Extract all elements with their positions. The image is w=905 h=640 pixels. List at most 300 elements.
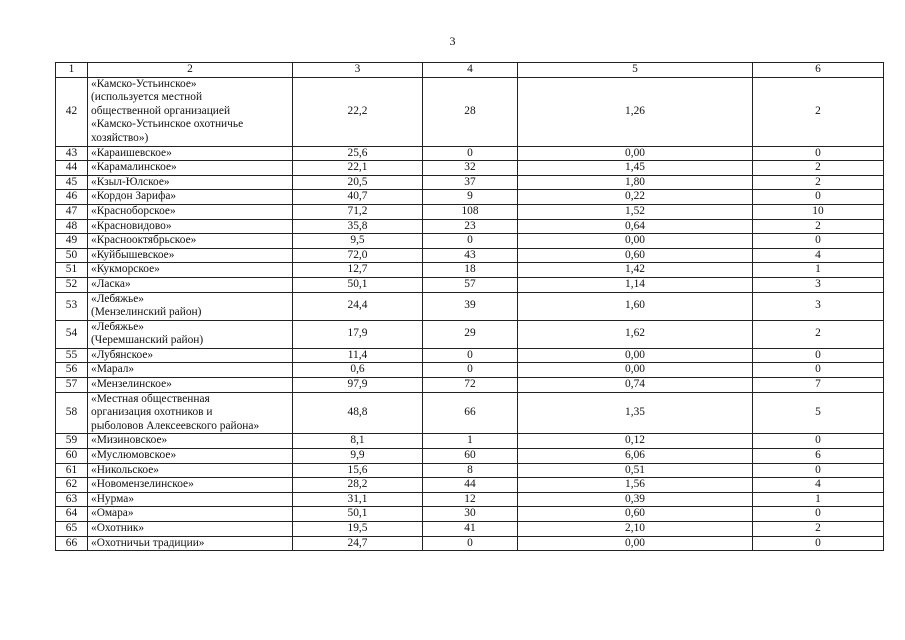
cell-text: «Муслюмовское»: [91, 449, 177, 462]
table-row: [56, 449, 884, 464]
row-number-cell: [56, 320, 88, 348]
count-cell: [423, 434, 518, 449]
row-number-cell: [56, 522, 88, 537]
row-number-cell: [56, 292, 88, 320]
ratio-cell: [518, 463, 753, 478]
column-header: 2: [88, 63, 293, 78]
table-row: [56, 522, 884, 537]
cell-text: «Марал»: [91, 363, 135, 376]
cell-text: 24,4: [347, 299, 368, 312]
cell-text: 5: [815, 406, 821, 419]
count-cell: [423, 292, 518, 320]
table-row: [56, 161, 884, 176]
value-cell: [293, 234, 423, 249]
count-cell: [423, 77, 518, 146]
row-number-cell: [56, 219, 88, 234]
cell-text: 7: [815, 378, 821, 391]
cell-text: 39: [464, 299, 476, 312]
cell-text: «Нурма»: [91, 492, 135, 505]
cell-text: 57: [464, 277, 476, 290]
cell-text: 2,10: [625, 522, 645, 534]
ratio-cell: [518, 507, 753, 522]
cell-text: «Местная общественная организация охотников и рыболовов Алексеевского района»: [91, 392, 260, 432]
cell-text: 28,2: [347, 478, 368, 491]
value-cell: [293, 492, 423, 507]
name-cell: [88, 263, 293, 278]
name-cell: [88, 536, 293, 551]
cell-text: 30: [464, 507, 476, 520]
value-cell: [293, 348, 423, 363]
count-cell: [423, 536, 518, 551]
count-cell: [423, 320, 518, 348]
quota-cell: [753, 363, 884, 378]
cell-text: 42: [65, 104, 78, 117]
cell-text: «Ласка»: [91, 277, 131, 290]
cell-text: 24,7: [347, 536, 368, 549]
cell-text: 1,14: [625, 277, 645, 290]
count-cell: [423, 522, 518, 537]
cell-text: 32: [464, 161, 476, 174]
value-cell: [293, 204, 423, 219]
cell-text: 22,1: [347, 161, 368, 174]
cell-text: 11,4: [347, 348, 368, 361]
ratio-cell: [518, 175, 753, 190]
count-cell: [423, 363, 518, 378]
cell-text: 18: [464, 263, 476, 276]
cell-text: 0,12: [625, 434, 645, 447]
quota-cell: [753, 161, 884, 176]
cell-text: 0: [467, 234, 473, 247]
cell-text: 37: [464, 175, 476, 188]
cell-text: 9,5: [350, 234, 365, 247]
count-cell: [423, 161, 518, 176]
cell-text: 0: [815, 507, 821, 520]
quota-cell: [753, 204, 884, 219]
cell-text: 50,1: [347, 507, 368, 520]
cell-text: «Красноборское»: [91, 204, 176, 217]
column-header: 4: [423, 63, 518, 78]
table-row: [56, 248, 884, 263]
value-cell: [293, 161, 423, 176]
cell-text: «Карамалинское»: [91, 161, 177, 174]
row-number-cell: [56, 277, 88, 292]
name-cell: [88, 507, 293, 522]
ratio-cell: [518, 492, 753, 507]
cell-text: 64: [65, 507, 78, 520]
cell-text: 0: [815, 434, 821, 447]
cell-text: 57: [65, 378, 78, 391]
cell-text: 53: [65, 299, 78, 312]
cell-text: 108: [461, 204, 479, 217]
value-cell: [293, 449, 423, 464]
quota-cell: [753, 320, 884, 348]
ratio-cell: [518, 190, 753, 205]
cell-text: 97,9: [347, 378, 368, 391]
value-cell: [293, 248, 423, 263]
name-cell: [88, 492, 293, 507]
cell-text: 0,00: [625, 363, 645, 376]
cell-text: 28: [464, 104, 476, 117]
cell-text: «Мизиновское»: [91, 434, 168, 447]
quota-cell: [753, 392, 884, 434]
cell-text: 0: [467, 146, 473, 159]
quota-cell: [753, 492, 884, 507]
cell-text: 1,60: [625, 299, 645, 312]
name-cell: [88, 234, 293, 249]
quota-cell: [753, 449, 884, 464]
row-number-cell: [56, 248, 88, 263]
name-cell: [88, 248, 293, 263]
table-row: [56, 536, 884, 551]
quota-cell: [753, 478, 884, 493]
cell-text: 46: [65, 190, 78, 203]
table-row: [56, 175, 884, 190]
cell-text: 1,26: [625, 104, 645, 117]
column-header: 5: [518, 63, 753, 78]
cell-text: «Куйбышевское»: [91, 248, 175, 261]
count-cell: [423, 146, 518, 161]
count-cell: [423, 219, 518, 234]
cell-text: 19,5: [347, 522, 368, 534]
cell-text: 62: [65, 478, 78, 491]
table-row: [56, 277, 884, 292]
table-row: [56, 363, 884, 378]
table-row: [56, 292, 884, 320]
cell-text: 6: [815, 449, 821, 462]
quota-cell: [753, 277, 884, 292]
column-header: 6: [753, 63, 884, 78]
ratio-cell: [518, 263, 753, 278]
row-number-cell: [56, 161, 88, 176]
column-header: 3: [293, 63, 423, 78]
name-cell: [88, 392, 293, 434]
quota-cell: [753, 190, 884, 205]
cell-text: «Охотничьи традиции»: [91, 536, 205, 549]
cell-text: «Мензелинское»: [91, 378, 172, 391]
value-cell: [293, 292, 423, 320]
cell-text: 1: [815, 492, 821, 505]
cell-text: 61: [65, 463, 78, 476]
ratio-cell: [518, 363, 753, 378]
value-cell: [293, 536, 423, 551]
name-cell: [88, 522, 293, 537]
value-cell: [293, 320, 423, 348]
ratio-cell: [518, 320, 753, 348]
count-cell: [423, 492, 518, 507]
cell-text: 35,8: [347, 219, 368, 232]
cell-text: 48,8: [347, 406, 368, 419]
quota-cell: [753, 219, 884, 234]
ratio-cell: [518, 348, 753, 363]
cell-text: «Красновидово»: [91, 219, 172, 232]
ratio-cell: [518, 161, 753, 176]
name-cell: [88, 348, 293, 363]
value-cell: [293, 522, 423, 537]
cell-text: 2: [815, 522, 821, 534]
name-cell: [88, 449, 293, 464]
count-cell: [423, 277, 518, 292]
cell-text: 0: [467, 348, 473, 361]
cell-text: 22,2: [347, 104, 368, 117]
row-number-cell: [56, 146, 88, 161]
name-cell: [88, 204, 293, 219]
quota-cell: [753, 263, 884, 278]
cell-text: 12: [464, 492, 476, 505]
cell-text: «Караишевское»: [91, 146, 172, 159]
cell-text: 2: [815, 104, 821, 117]
table-row: [56, 204, 884, 219]
cell-text: 48: [65, 219, 78, 232]
value-cell: [293, 378, 423, 393]
row-number-cell: [56, 478, 88, 493]
ratio-cell: [518, 449, 753, 464]
row-number-cell: [56, 507, 88, 522]
name-cell: [88, 161, 293, 176]
cell-text: 0,51: [625, 463, 645, 476]
cell-text: 0,60: [625, 507, 645, 520]
table-row: [56, 392, 884, 434]
column-header: 1: [56, 63, 88, 78]
cell-text: 2: [815, 327, 821, 340]
value-cell: [293, 277, 423, 292]
cell-text: 0: [815, 146, 821, 159]
row-number-cell: [56, 77, 88, 146]
cell-text: «Кукморское»: [91, 263, 160, 276]
cell-text: 3: [815, 299, 821, 312]
row-number-cell: [56, 363, 88, 378]
count-cell: [423, 263, 518, 278]
cell-text: 25,6: [347, 146, 368, 159]
table-row: [56, 146, 884, 161]
ratio-cell: [518, 219, 753, 234]
cell-text: 0: [815, 363, 821, 376]
quota-cell: [753, 536, 884, 551]
name-cell: [88, 190, 293, 205]
cell-text: 43: [65, 146, 78, 159]
count-cell: [423, 449, 518, 464]
table-row: [56, 234, 884, 249]
cell-text: 63: [65, 492, 78, 505]
cell-text: 66: [464, 406, 476, 419]
row-number-cell: [56, 392, 88, 434]
row-number-cell: [56, 204, 88, 219]
quota-cell: [753, 348, 884, 363]
table-row: [56, 77, 884, 146]
cell-text: 41: [464, 522, 476, 534]
row-number-cell: [56, 190, 88, 205]
name-cell: [88, 146, 293, 161]
name-cell: [88, 378, 293, 393]
cell-text: «Новомензелинское»: [91, 478, 194, 491]
cell-text: 0,00: [625, 348, 645, 361]
name-cell: [88, 175, 293, 190]
ratio-cell: [518, 248, 753, 263]
count-cell: [423, 190, 518, 205]
count-cell: [423, 478, 518, 493]
cell-text: 10: [812, 204, 824, 217]
cell-text: 44: [65, 161, 78, 174]
value-cell: [293, 478, 423, 493]
row-number-cell: [56, 434, 88, 449]
quota-cell: [753, 175, 884, 190]
value-cell: [293, 219, 423, 234]
cell-text: 40,7: [347, 190, 368, 203]
cell-text: 12,7: [347, 263, 368, 276]
table-row: [56, 320, 884, 348]
cell-text: 55: [65, 348, 78, 361]
header-row: [56, 63, 884, 78]
quota-cell: [753, 77, 884, 146]
quota-cell: [753, 292, 884, 320]
ratio-cell: [518, 378, 753, 393]
cell-text: 1,35: [625, 406, 645, 419]
cell-text: «Кзыл-Юлское»: [91, 175, 170, 188]
cell-text: «Камско-Устьинское» (используется местной общественной организацией «Камско-Устьинское охотничье хозяйство»): [91, 77, 244, 144]
quota-cell: [753, 248, 884, 263]
ratio-cell: [518, 292, 753, 320]
cell-text: 1,52: [625, 204, 645, 217]
cell-text: 1,80: [625, 175, 645, 188]
count-cell: [423, 378, 518, 393]
cell-text: 0,64: [625, 219, 645, 232]
cell-text: 50,1: [347, 277, 368, 290]
cell-text: 0,74: [625, 378, 645, 391]
cell-text: 1: [467, 434, 473, 447]
cell-text: 4: [815, 478, 821, 491]
data-table: [55, 62, 884, 551]
quota-cell: [753, 463, 884, 478]
cell-text: 0,00: [625, 536, 645, 549]
cell-text: 49: [65, 234, 78, 247]
cell-text: 17,9: [347, 327, 368, 340]
count-cell: [423, 234, 518, 249]
cell-text: 0,60: [625, 248, 645, 261]
value-cell: [293, 263, 423, 278]
cell-text: 31,1: [347, 492, 368, 505]
name-cell: [88, 478, 293, 493]
cell-text: 0: [815, 463, 821, 476]
cell-text: 15,6: [347, 463, 368, 476]
table-row: [56, 190, 884, 205]
cell-text: 20,5: [347, 175, 368, 188]
row-number-cell: [56, 348, 88, 363]
cell-text: 0,6: [350, 363, 365, 376]
cell-text: 0: [815, 348, 821, 361]
name-cell: [88, 219, 293, 234]
ratio-cell: [518, 392, 753, 434]
cell-text: 43: [464, 248, 476, 261]
table-row: [56, 492, 884, 507]
ratio-cell: [518, 77, 753, 146]
cell-text: 1: [815, 263, 821, 276]
cell-text: 0: [467, 536, 473, 549]
row-number-cell: [56, 263, 88, 278]
ratio-cell: [518, 234, 753, 249]
row-number-cell: [56, 536, 88, 551]
cell-text: 0,00: [625, 146, 645, 159]
value-cell: [293, 434, 423, 449]
row-number-cell: [56, 449, 88, 464]
cell-text: 1,42: [625, 263, 645, 276]
cell-text: «Лебяжье» (Мензелинский район): [91, 292, 202, 319]
count-cell: [423, 392, 518, 434]
cell-text: 71,2: [347, 204, 368, 217]
row-number-cell: [56, 378, 88, 393]
quota-cell: [753, 234, 884, 249]
value-cell: [293, 392, 423, 434]
cell-text: 54: [65, 327, 78, 340]
table-row: [56, 348, 884, 363]
count-cell: [423, 204, 518, 219]
cell-text: 1,56: [625, 478, 645, 491]
value-cell: [293, 507, 423, 522]
table-body: [56, 63, 884, 551]
name-cell: [88, 77, 293, 146]
cell-text: 8: [467, 463, 473, 476]
quota-cell: [753, 434, 884, 449]
ratio-cell: [518, 277, 753, 292]
cell-text: 66: [65, 536, 78, 549]
row-number-cell: [56, 492, 88, 507]
cell-text: 9,9: [350, 449, 365, 462]
cell-text: 51: [65, 263, 78, 276]
cell-text: 59: [65, 434, 78, 447]
cell-text: 3: [815, 277, 821, 290]
cell-text: 44: [464, 478, 476, 491]
value-cell: [293, 463, 423, 478]
table-row: [56, 507, 884, 522]
table-row: [56, 219, 884, 234]
cell-text: 60: [464, 449, 476, 462]
name-cell: [88, 277, 293, 292]
table-row: [56, 434, 884, 449]
value-cell: [293, 190, 423, 205]
cell-text: 52: [65, 277, 78, 290]
value-cell: [293, 77, 423, 146]
quota-cell: [753, 507, 884, 522]
table-row: [56, 478, 884, 493]
ratio-cell: [518, 478, 753, 493]
quota-cell: [753, 522, 884, 537]
ratio-cell: [518, 204, 753, 219]
cell-text: «Лебяжье» (Черемшанский район): [91, 320, 204, 347]
cell-text: 23: [464, 219, 476, 232]
cell-text: 0: [815, 190, 821, 203]
page-number: 3: [449, 34, 456, 48]
quota-cell: [753, 146, 884, 161]
count-cell: [423, 507, 518, 522]
cell-text: 2: [815, 219, 821, 232]
cell-text: «Охотник»: [91, 522, 145, 534]
cell-text: 2: [815, 161, 821, 174]
cell-text: 2: [815, 175, 821, 188]
table-row: [56, 263, 884, 278]
name-cell: [88, 363, 293, 378]
row-number-cell: [56, 175, 88, 190]
ratio-cell: [518, 536, 753, 551]
cell-text: 60: [65, 449, 78, 462]
count-cell: [423, 175, 518, 190]
cell-text: 56: [65, 363, 78, 376]
ratio-cell: [518, 146, 753, 161]
cell-text: 50: [65, 248, 78, 261]
row-number-cell: [56, 234, 88, 249]
cell-text: 4: [815, 248, 821, 261]
cell-text: 1,62: [625, 327, 645, 340]
cell-text: 8,1: [350, 434, 365, 447]
quota-cell: [753, 378, 884, 393]
cell-text: 0: [815, 234, 821, 247]
